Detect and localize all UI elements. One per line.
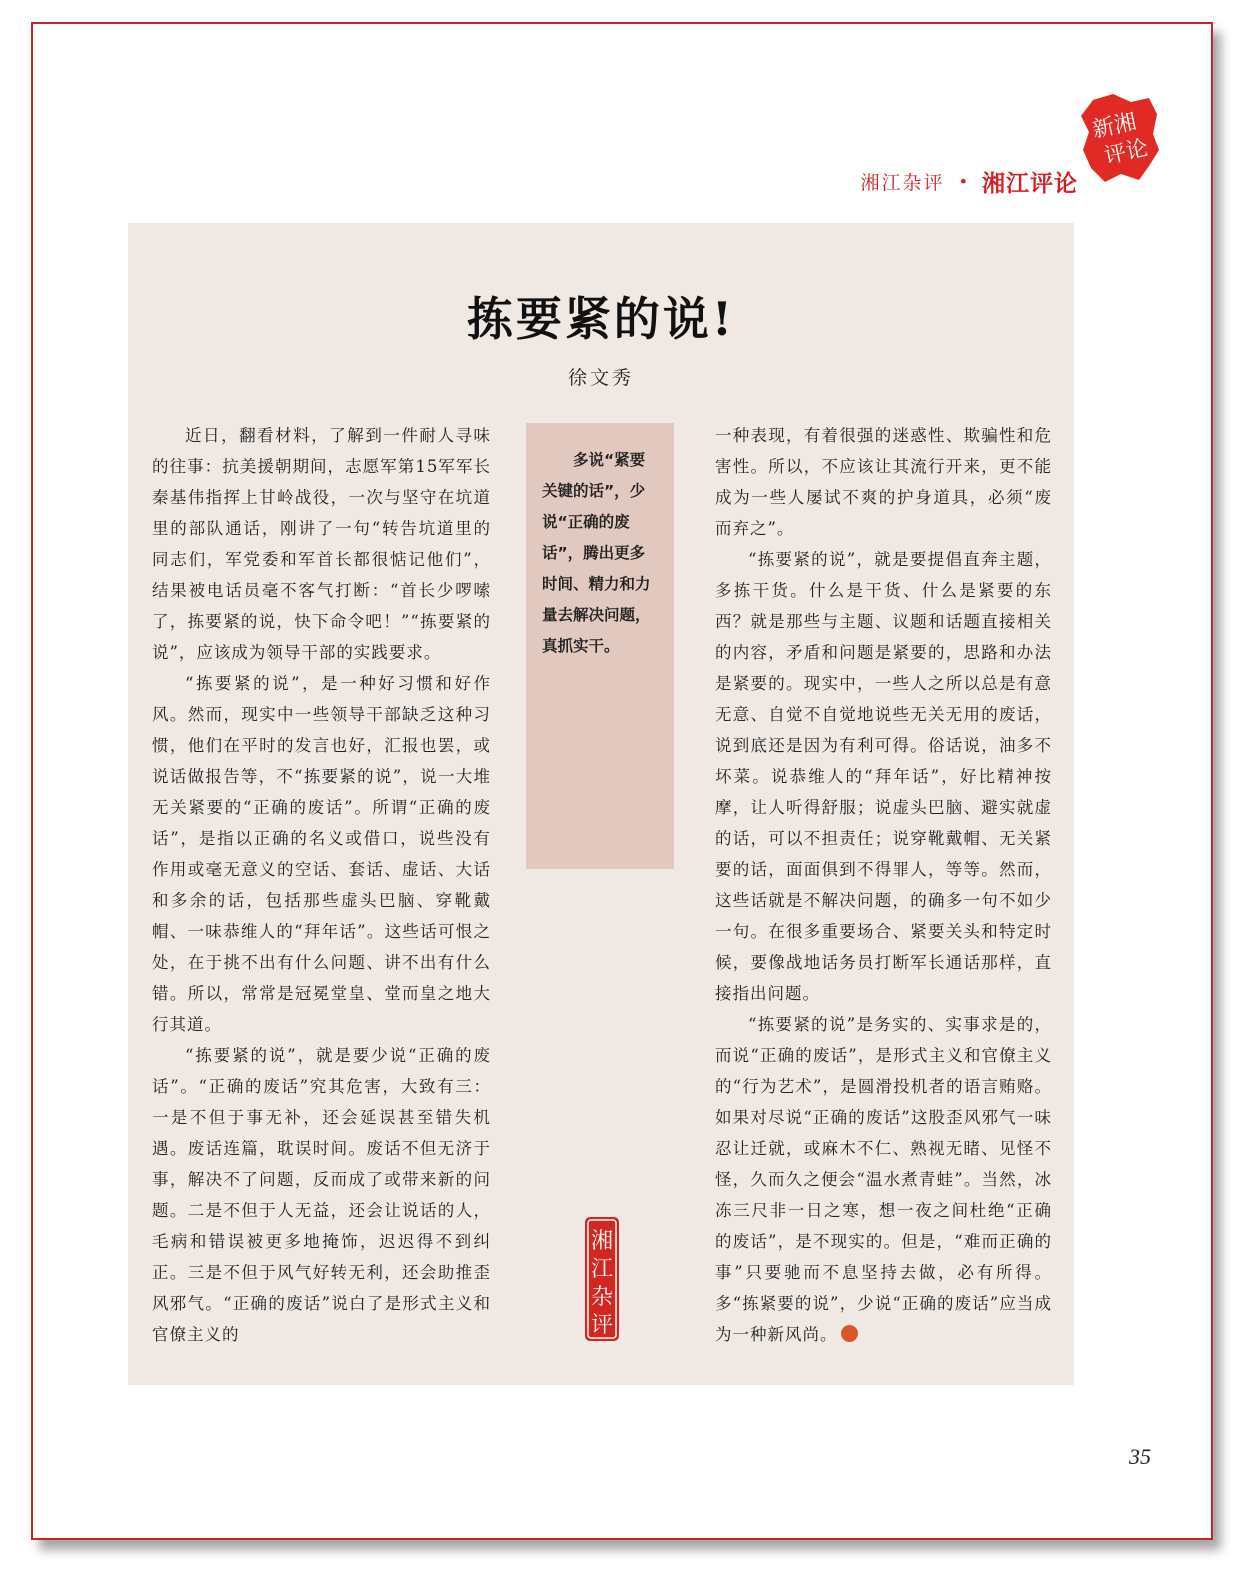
- pull-quote: 多说“紧要关键的话”，少说“正确的废话”，腾出更多时间、精力和力量去解决问题，真抓实干。: [526, 423, 674, 869]
- paragraph: “拣要紧的说”，就是要提倡直奔主题，多拣干货。什么是干货、什么是紧要的东西？就是那些与主题、议题和话题直接相关的内容，矛盾和问题是紧要的，思路和办法是紧要的。现实中，一些人之所以总是有意无意、自觉不自觉地说些无关无用的废话，说到底还是因为有利可得。俗话说，油多不坏菜。说恭维人的“拜年话”，好比精神按摩，让人听得舒服；说虚头巴脑、避实就虚的话，可以不担责任；说穿靴戴帽、无关紧要的话，面面俱到不得罪人，等等。然而，这些话就是不解决问题，的确多一句不如少一句。在很多重要场合、紧要关头和特定时候，要像战地话务员打断军长通话那样，直接指出问题。: [715, 550, 1052, 1003]
- svg-text:杂: 杂: [590, 1285, 614, 1310]
- svg-text:江: 江: [590, 1257, 614, 1282]
- column-seal-stamp: [584, 1216, 620, 1342]
- svg-text:评: 评: [590, 1313, 614, 1338]
- paragraph-continued: 一种表现，有着很强的迷惑性、欺骗性和危害性。所以，不应该让其流行开来，更不能成为一些人屡试不爽的护身道具，必须“废而弃之”。: [715, 426, 1052, 538]
- page-number: 35: [1129, 1444, 1151, 1469]
- svg-text:评论: 评论: [1102, 135, 1151, 170]
- paragraph-last: [715, 1009, 1052, 1350]
- svg-text:新湘: 新湘: [1090, 109, 1139, 144]
- separator-dot: •: [958, 171, 968, 191]
- end-of-article-icon: [841, 1325, 858, 1342]
- left-column: [152, 420, 491, 1350]
- article-title: 拣要紧的说!: [466, 292, 736, 346]
- right-column: [715, 420, 1052, 1350]
- paragraph: “拣要紧的说”，就是要少说“正确的废话”。“正确的废话”究其危害，大致有三：一是不但于事无补，还会延误甚至错失机遇。废话连篇，耽误时间。废话不但无济于事，解决不了问题，反而成了或带来新的问题。二是不但于人无益，还会让说话的人，毛病和错误被更多地掩饰，迟迟得不到纠正。三是不但于风气好转无利，还会助推歪风邪气。“正确的废话”说白了是形式主义和官僚主义的: [152, 1046, 491, 1344]
- column-name: 湘江评论: [982, 170, 1078, 197]
- article-panel: [128, 223, 1074, 1385]
- section-label: 湘江杂评: [860, 171, 945, 194]
- svg-text:湘: 湘: [590, 1229, 614, 1254]
- article-author: 徐文秀: [567, 367, 634, 389]
- paragraph: 近日，翻看材料，了解到一件耐人寻味的往事：抗美援朝期间，志愿军第15军军长秦基伟指挥上甘岭战役，一次与坚守在坑道里的部队通话，刚讲了一句“转告坑道里的同志们，军党委和军首长都很惦记他们”，结果被电话员毫不客气打断：“首长少啰嗦了，拣要紧的说，快下命令吧！”“拣要紧的说”，应该成为领导干部的实践要求。: [152, 426, 491, 662]
- running-header: [861, 166, 1078, 196]
- magazine-logo-seal: [1079, 92, 1161, 184]
- paragraph: “拣要紧的说”，是一种好习惯和好作风。然而，现实中一些领导干部缺乏这种习惯，他们在平时的发言也好，汇报也罢，或说话做报告等，不“拣要紧的说”，说一大堆无关紧要的“正确的废话”。所谓“正确的废话”，是指以正确的名义或借口，说些没有作用或毫无意义的空话、套话、虚话、大话和多余的话，包括那些虚头巴脑、穿靴戴帽、一味恭维人的“拜年话”。这些话可恨之处，在于挑不出有什么问题、讲不出有什么错。所以，常常是冠冕堂皇、堂而皇之地大行其道。: [152, 674, 491, 1034]
- paragraph-text: “拣要紧的说”是务实的、实事求是的，而说“正确的废话”，是形式主义和官僚主义的“行为艺术”，是圆滑投机者的语言贿赂。如果对尽说“正确的废话”这股歪风邪气一味忍让迁就，或麻木不仁、熟视无睹、见怪不怪，久而久之便会“温水煮青蛙”。当然，冰冻三尺非一日之寒，想一夜之间杜绝“正确的废话”，是不现实的。但是，“难而正确的事”只要驰而不息坚持去做，必有所得。多“拣紧要的说”，少说“正确的废话”应当成为一种新风尚。: [715, 1015, 1052, 1344]
